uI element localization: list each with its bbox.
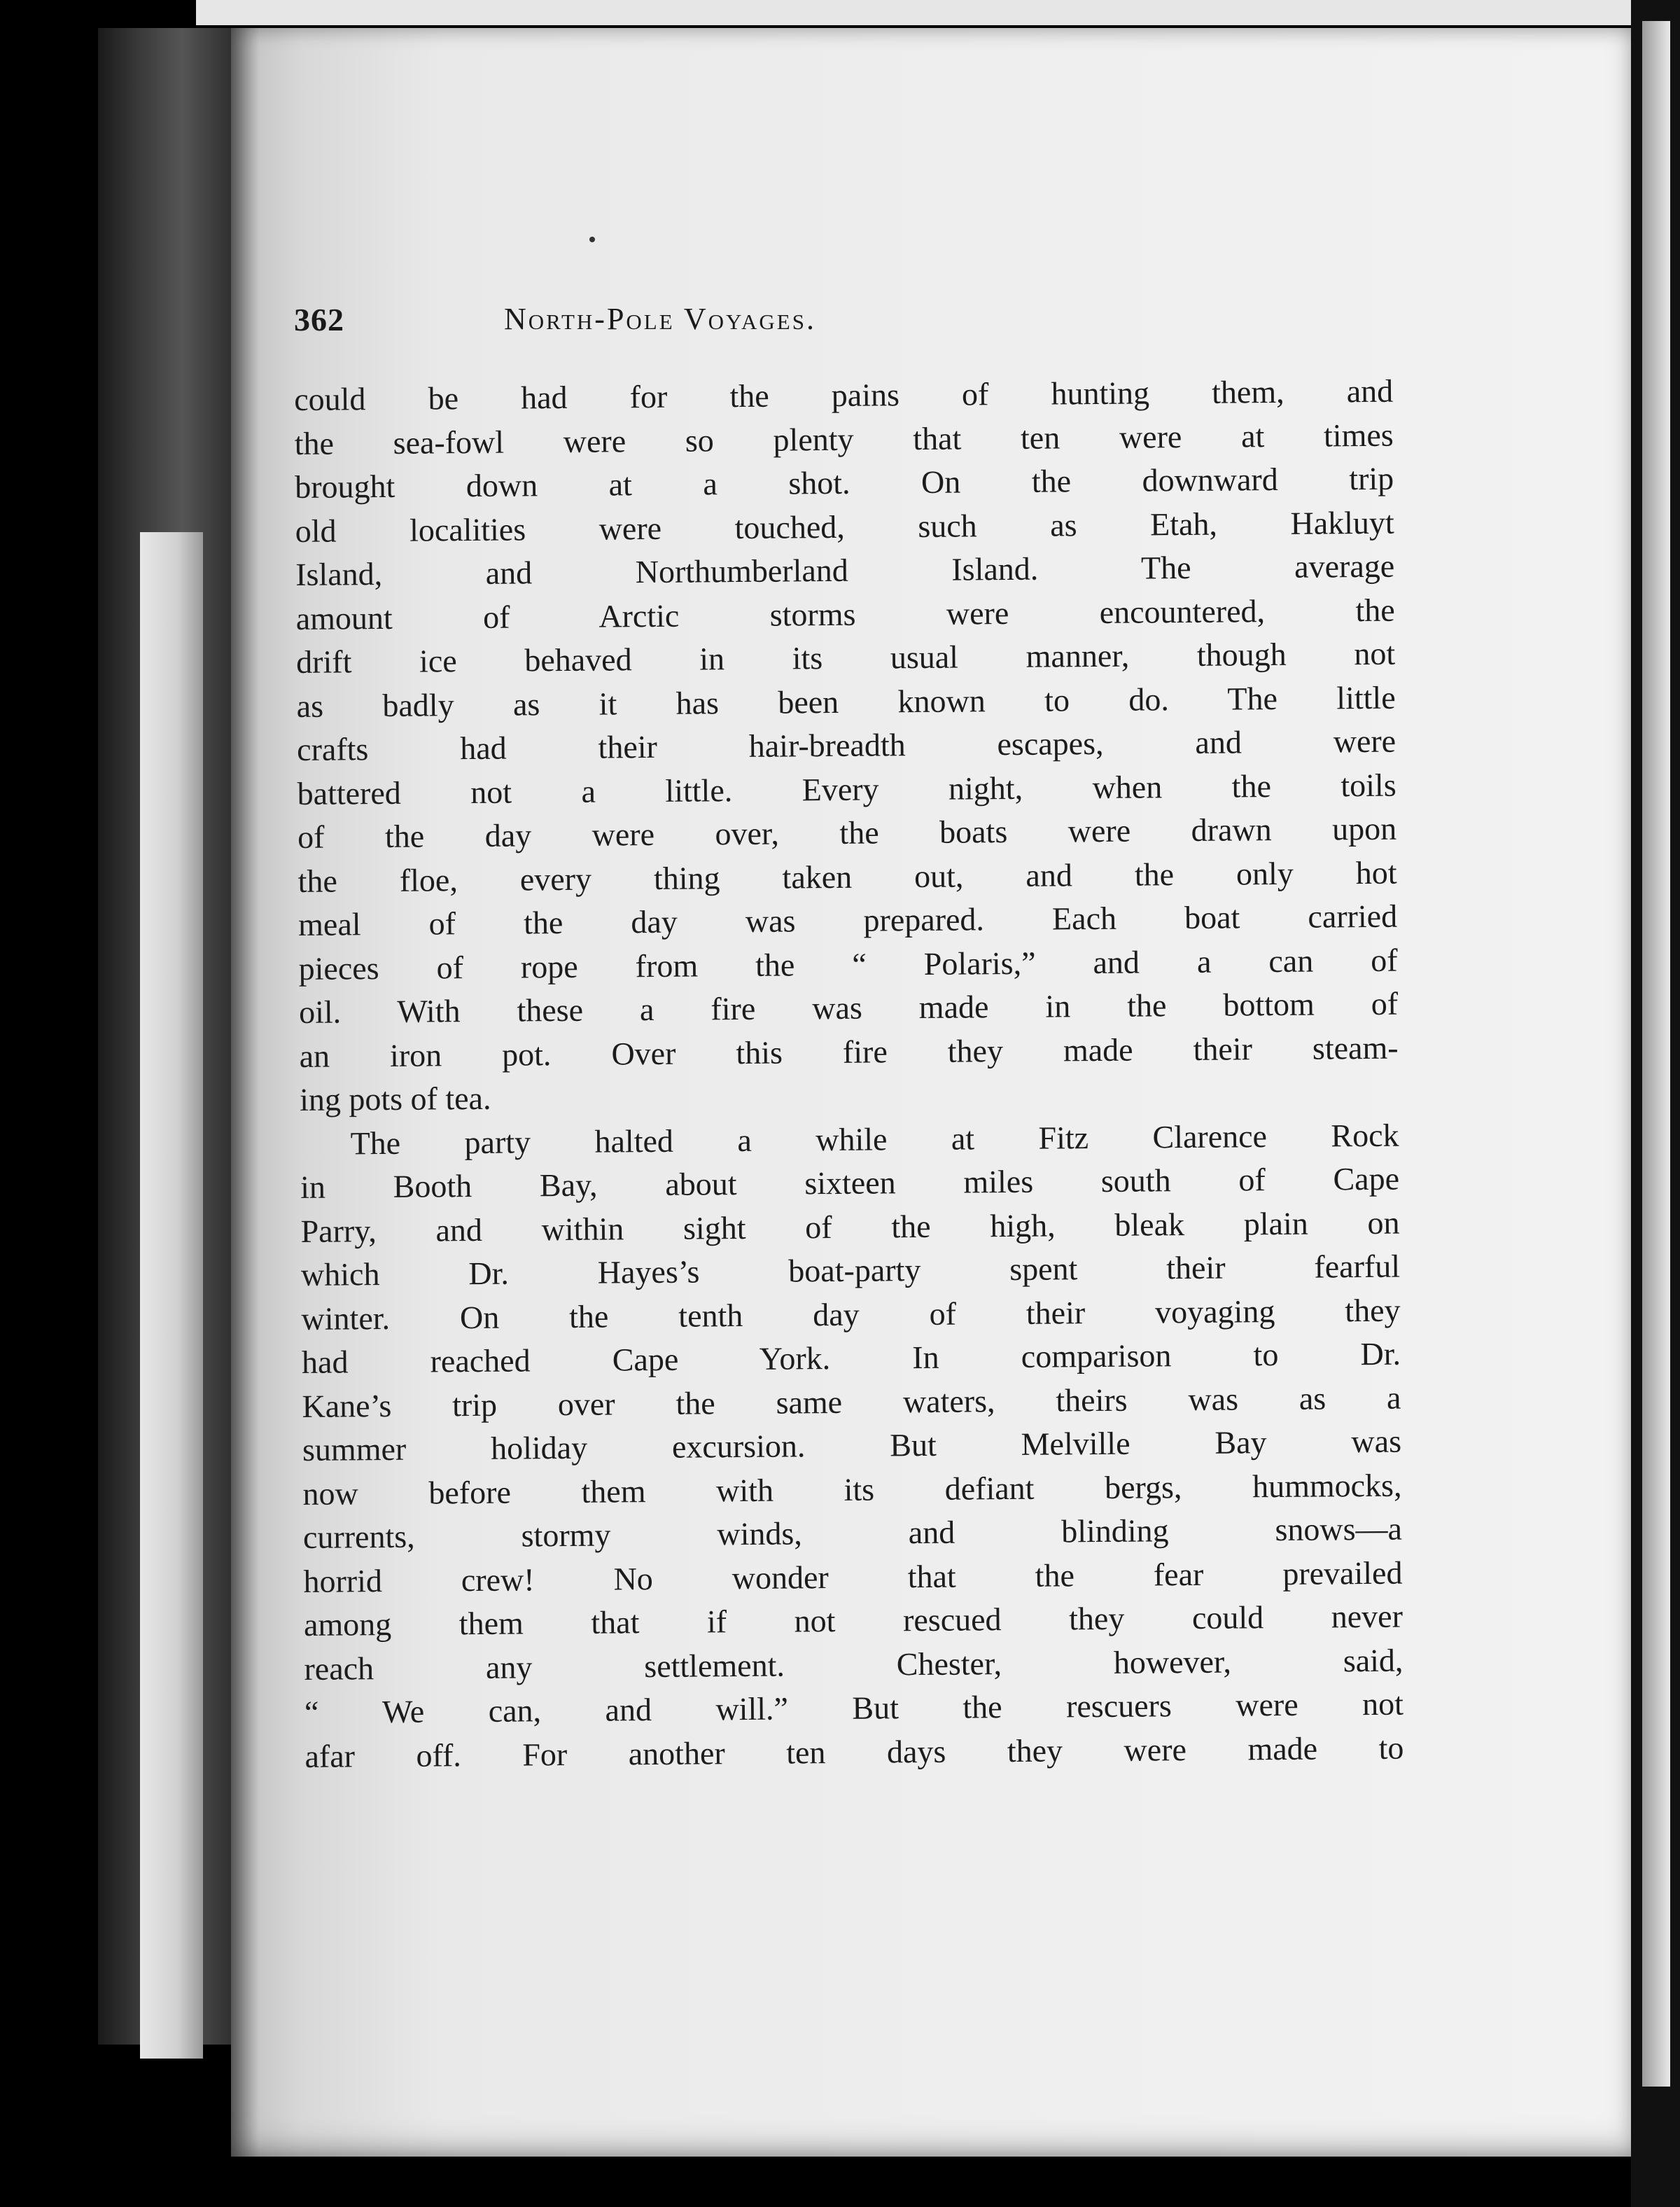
text-line: drift ice behaved in its usual manner, though not <box>295 635 1396 680</box>
text-line: currents, stormy winds, and blinding snows—a <box>302 1510 1403 1555</box>
running-head <box>294 301 1204 350</box>
text-line: The party halted a while at Fitz Clarence Rock <box>350 1117 1399 1161</box>
text-line: in Booth Bay, about sixteen miles south of Cape <box>300 1160 1400 1205</box>
text-line: an iron pot. Over this fire they made their steam- <box>299 1029 1399 1074</box>
page-number: 362 <box>294 302 344 337</box>
text-line: “ We can, and will.” But the rescuers were not <box>304 1685 1404 1730</box>
text-line: had reached Cape York. In comparison to Dr. <box>301 1335 1401 1380</box>
text-line: pieces of rope from the “ Polaris,” and a can of <box>298 942 1398 987</box>
text-line: now before them with its defiant bergs, hummocks, <box>302 1467 1402 1512</box>
text-line: old localities were touched, such as Etah, Hakluyt <box>295 504 1394 549</box>
text-line: could be had for the pains of hunting them, and <box>294 373 1394 417</box>
text-line: reach any settlement. Chester, however, said, <box>304 1642 1404 1687</box>
text-line: summer holiday excursion. But Melville Bay was <box>302 1423 1402 1468</box>
text-line: amount of Arctic storms were encountered, the <box>295 592 1395 636</box>
top-page-edge <box>196 0 1638 25</box>
text-line: brought down at a shot. On the downward trip <box>295 460 1394 505</box>
text-line: meal of the day was prepared. Each boat carried <box>298 898 1398 942</box>
text-line: as badly as it has been known to do. The little <box>296 679 1396 724</box>
text-line: oil. With these a fire was made in the bottom of <box>298 985 1399 1030</box>
text-line: Kane’s trip over the same waters, theirs was as a <box>302 1379 1401 1424</box>
flyleaf-edge <box>140 532 203 2059</box>
text-line: which Dr. Hayes’s boat-party spent their fearful <box>300 1248 1401 1293</box>
body-text <box>294 370 1404 1778</box>
text-line: horrid crew! No wonder that the fear prevailed <box>303 1554 1403 1599</box>
next-page-sliver <box>1642 21 1670 2087</box>
text-line: Island, and Northumberland Island. The average <box>295 548 1395 592</box>
text-line: of the day were over, the boats were drawn upon <box>297 810 1397 855</box>
text-line: afar off. For another ten days they were made to <box>304 1729 1404 1774</box>
text-line: winter. On the tenth day of their voyaging they <box>301 1292 1401 1337</box>
text-line: the sea-fowl were so plenty that ten were at times <box>294 417 1394 461</box>
text-line: Parry, and within sight of the high, bleak plain on <box>300 1204 1400 1249</box>
text-line: the floe, every thing taken out, and the only hot <box>298 854 1397 899</box>
running-title: North-Pole Voyages. <box>504 302 816 336</box>
text-line: among them that if not rescued they could never <box>303 1598 1404 1643</box>
text-line: ing pots of tea. <box>299 1080 491 1118</box>
speck <box>589 237 595 242</box>
text-line: battered not a little. Every night, when the toils <box>297 767 1396 812</box>
text-line: crafts had their hair-breadth escapes, and were <box>296 723 1396 767</box>
